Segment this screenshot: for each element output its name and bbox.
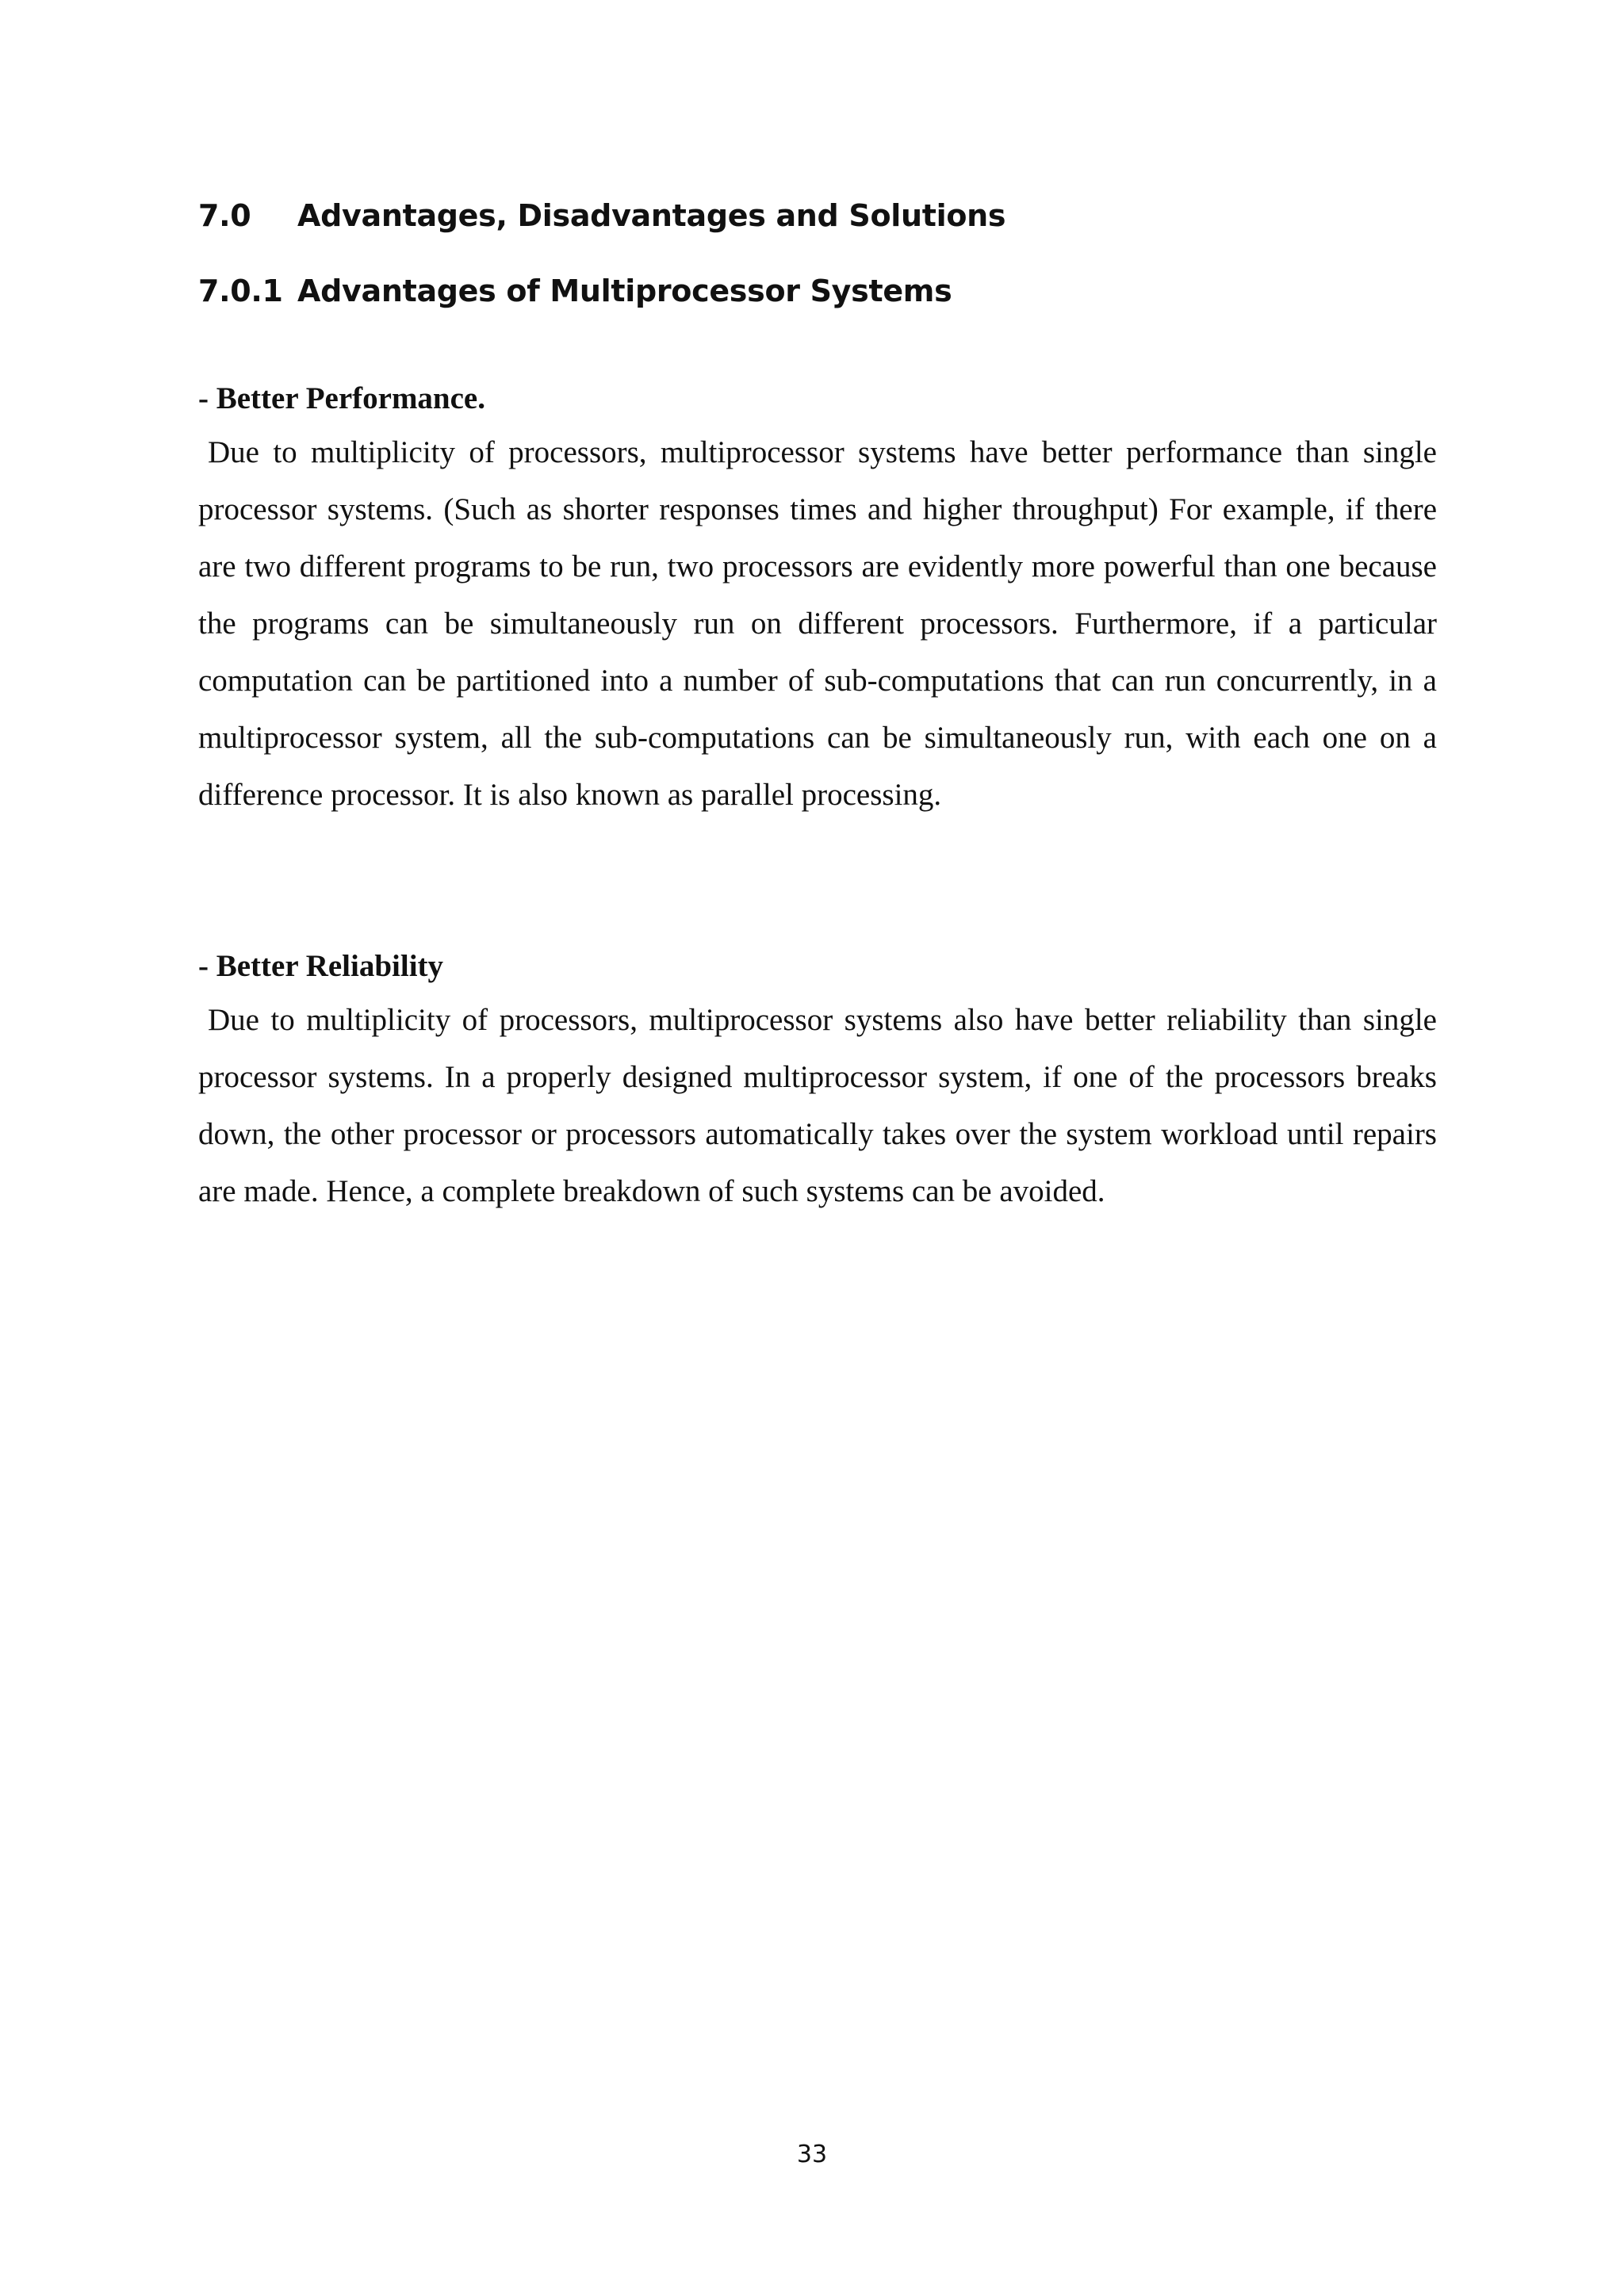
section-number: 7.0	[198, 198, 251, 233]
section-title: Advantages, Disadvantages and Solutions	[297, 198, 1006, 233]
subsection-title: Advantages of Multiprocessor Systems	[297, 274, 952, 308]
page-number: 33	[796, 2141, 828, 2168]
performance-heading: - Better Performance.	[198, 381, 485, 415]
reliability-paragraph: Due to multiplicity of processors, multiprocessor systems also have better reliability than single processor systems. In a properly designed multiprocessor system, if one of the processors breaks down, the other processor or processors automatically takes over the system workload until repairs are made. Hence, a complete breakdown of such systems can be avoided.	[198, 1003, 1437, 1208]
performance-paragraph: Due to multiplicity of processors, multiprocessor systems have better performance than single processor systems. (Such as shorter responses times and higher throughput) For example, if there are two different programs to be run, two processors are evidently more powerful than one because the programs can be simultaneously run on different processors. Furthermore, if a particular computation can be partitioned into a number of sub-computations that can run concurrently, in a multiprocessor system, all the sub-computations can be simultaneously run, with each one on a difference processor. It is also known as parallel processing.	[198, 435, 1437, 812]
section-heading	[198, 198, 1005, 233]
reliability-heading: - Better Reliability	[198, 949, 444, 983]
subsection-number: 7.0.1	[198, 274, 283, 308]
subsection-heading	[198, 274, 952, 308]
